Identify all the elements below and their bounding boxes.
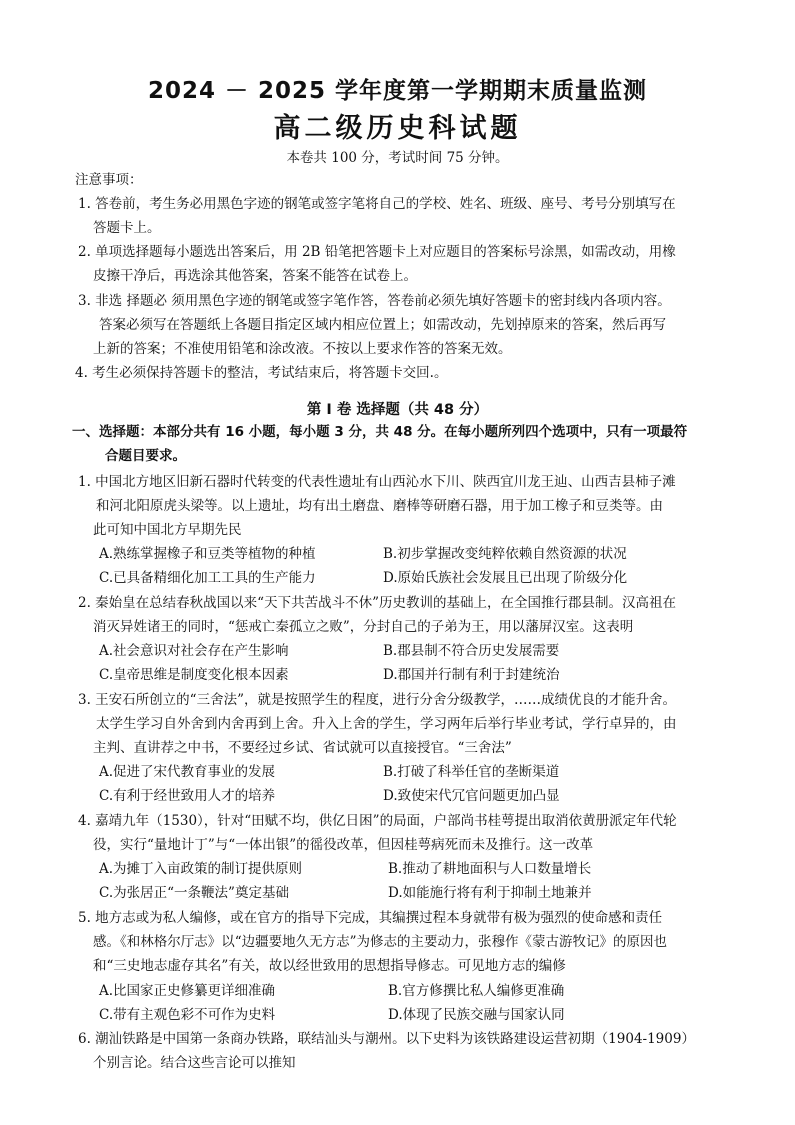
question-5-option-c: C.带有主观色彩不可作为史料 [99, 1007, 276, 1023]
question-2-option-b: B.郡县制不符合历史发展需要 [383, 643, 560, 659]
question-1-option-d: D.原始氏族社会发展且已出现了阶级分化 [383, 570, 628, 586]
note-line: 上新的答案；不准使用铅笔和涂改液。不按以上要求作答的答案无效。 [93, 341, 512, 357]
exam-info: 本卷共 100 分，考试时间 75 分钟。 [286, 150, 509, 166]
note-line: 2. 单项选择题每小题选出答案后，用 2B 铅笔把答题卡上对应题目的答案标号涂黑，如需改动，用橡 [78, 244, 676, 260]
question-5-option-d: D.体现了民族交融与国家认同 [388, 1007, 565, 1023]
question-5-stem: 感。《和林格尔厅志》以“边疆要地久无方志”为修志的主要动力，张穆作《蒙古游牧记》的原因也 [93, 934, 668, 950]
question-2-stem: 消灭异姓诸王的同时，“惩戒亡秦孤立之败”，分封自己的子弟为王，用以藩屏汉室。这表明 [93, 619, 634, 635]
question-4-option-d: D.如能施行将有利于抑制土地兼并 [388, 885, 592, 901]
question-3-option-d: D.致使宋代冗官问题更加凸显 [383, 788, 560, 804]
note-line: 3. 非选 择题必 须用黑色字迹的钢笔或签字笔作答，答卷前必须先填好答题卡的密封线内各项内容。 [78, 293, 671, 309]
question-4-option-c: C.为张居正“一条鞭法”奠定基础 [99, 885, 289, 901]
note-line: 4. 考生必须保持答题卡的整洁，考试结束后，将答题卡交回.。 [75, 365, 448, 381]
question-4-stem: 役，实行“量地计丁”与“一体出银”的徭役改革，但因桂萼病死而未及推行。这一改革 [93, 837, 594, 853]
note-line: 答题卡上。 [93, 220, 161, 236]
question-3-stem: 3. 王安石所创立的“三舍法”，就是按照学生的程度，进行分舍分级教学，……成绩优良的才能升舍。 [78, 692, 676, 708]
question-3-option-c: C.有利于经世致用人才的培养 [99, 788, 276, 804]
question-3-option-b: B.打破了科举任官的垄断渠道 [383, 764, 560, 780]
exam-title: 2024 － 2025 学年度第一学期期末质量监测 [147, 78, 648, 104]
question-3-stem: 太学生学习自外舍到内舍再到上舍。升入上舍的学生，学习两年后举行毕业考试，学行卓异的，由 [96, 716, 677, 732]
note-line: 皮擦干净后，再选涂其他答案，答案不能答在试卷上。 [93, 268, 417, 284]
question-4-stem: 4. 嘉靖九年（1530），针对“田赋不均，供亿日困”的局面，户部尚书桂萼提出取消依黄册派定年代轮 [78, 813, 677, 829]
question-5-option-a: A.比国家正史修纂更详细准确 [99, 983, 276, 999]
question-1-stem: 此可知中国北方早期先民 [93, 522, 242, 538]
question-5-option-b: B.官方修撰比私人编修更准确 [388, 983, 565, 999]
question-1-option-c: C.已具备精细化加工工具的生产能力 [99, 570, 316, 586]
question-2-option-a: A.社会意识对社会存在产生影响 [99, 643, 289, 659]
question-5-stem: 5. 地方志或为私人编修，或在官方的指导下完成，其编撰过程本身就带有极为强烈的使命感和责任 [78, 910, 663, 926]
question-3-option-a: A.促进了宋代教育事业的发展 [99, 764, 276, 780]
question-6-stem: 个别言论。结合这些言论可以推知 [93, 1055, 296, 1071]
exam-subject-title: 高二级历史科试题 [273, 113, 522, 144]
notes-heading: 注意事项： [75, 172, 143, 188]
question-4-option-a: A.为摊丁入亩政策的制订提供原则 [99, 861, 303, 877]
question-2-option-d: D.郡国并行制有利于封建统治 [383, 667, 560, 683]
question-1-option-b: B.初步掌握改变纯粹依赖自然资源的状况 [383, 546, 627, 562]
question-2-stem: 2. 秦始皇在总结春秋战国以来“天下共苦战斗不休”历史教训的基础上，在全国推行郡县制。汉高祖在 [78, 595, 676, 611]
note-line: 1. 答卷前，考生务必用黑色字迹的钢笔或签字笔将自己的学校、姓名、班级、座号、考号分别填写在 [78, 196, 676, 212]
question-5-stem: 和“三史地志虚存其名”有关，故以经世致用的思想指导修志。可见地方志的编修 [93, 958, 566, 974]
question-1-stem: 1. 中国北方地区旧新石器时代转变的代表性遗址有山西沁水下川、陕西宜川龙王辿、山西吉县柿子滩 [78, 474, 676, 490]
question-1-option-a: A.熟练掌握橡子和豆类等植物的种植 [99, 546, 316, 562]
section-instruction: 合题目要求。 [105, 448, 186, 464]
question-6-stem: 6. 潮汕铁路是中国第一条商办铁路，联结汕头与潮州。以下史料为该铁路建设运营初期（1904-1909） [78, 1031, 695, 1047]
question-2-option-c: C.皇帝思维是制度变化根本因素 [99, 667, 289, 683]
section-instruction: 一、选择题：本部分共有 16 小题，每小题 3 分，共 48 分。在每小题所列四个选项中，只有一项最符 [72, 424, 688, 440]
question-4-option-b: B.推动了耕地面积与人口数量增长 [388, 861, 592, 877]
section-title: 第 I 卷 选择题（共 48 分） [306, 402, 489, 418]
question-3-stem: 主判、直讲荐之中书，不要经过乡试、省试就可以直接授官。“三舍法” [93, 740, 512, 756]
note-line: 答案必须写在答题纸上各题目指定区域内相应位置上；如需改动，先划掉原来的答案，然后再写 [99, 317, 666, 333]
question-1-stem: 和河北阳原虎头梁等。以上遗址，均有出土磨盘、磨棒等研磨石器，用于加工橡子和豆类等。由 [96, 498, 663, 514]
